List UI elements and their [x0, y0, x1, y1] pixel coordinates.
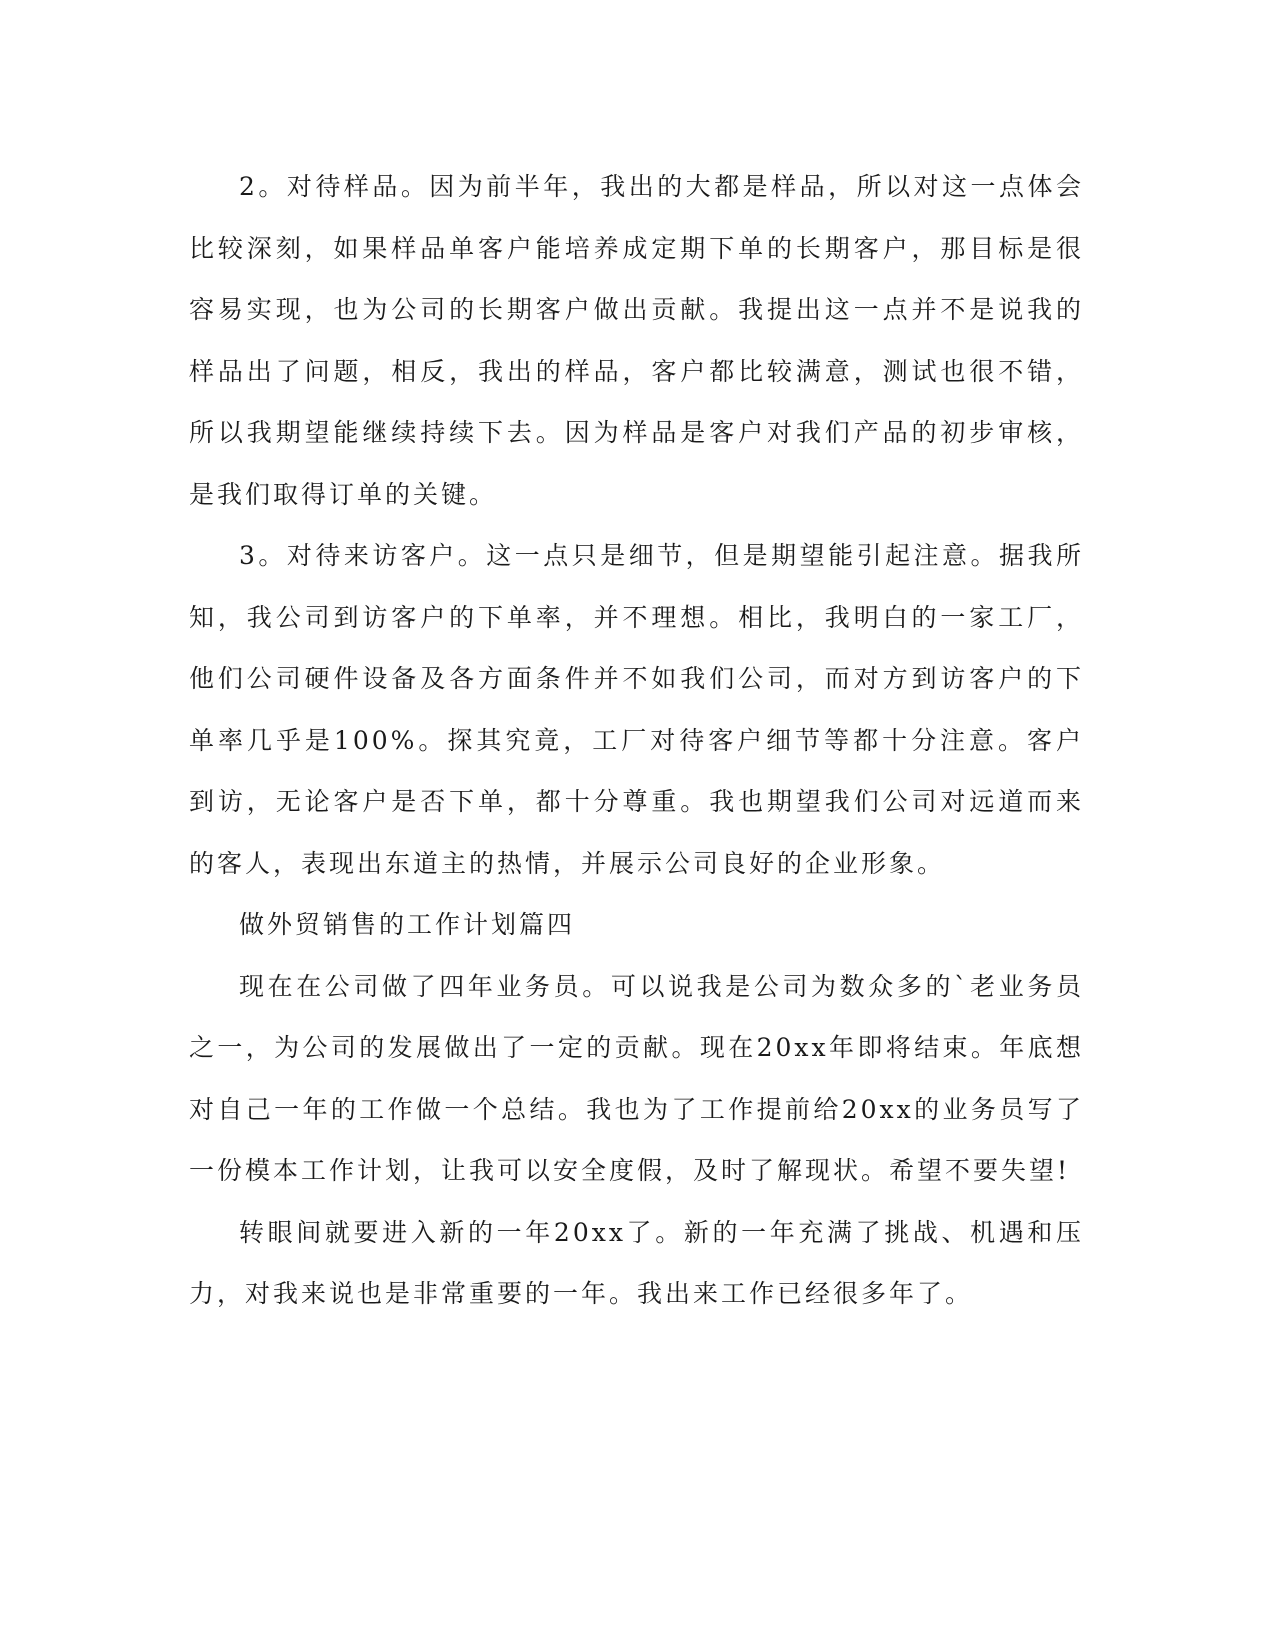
document-body: [189, 156, 1084, 1325]
paragraph-visiting-clients: 3。对待来访客户。这一点只是细节，但是期望能引起注意。据我所知，我公司到访客户的下单率，并不理想。相比，我明白的一家工厂，他们公司硬件设备及各方面条件并不如我们公司，而对方到访客户的下单率几乎是100%。探其究竟，工厂对待客户细节等都十分注意。客户到访，无论客户是否下单，都十分尊重。我也期望我们公司对远道而来的客人，表现出东道主的热情，并展示公司良好的企业形象。: [189, 541, 1084, 878]
section-heading: 做外贸销售的工作计划篇四: [239, 910, 576, 939]
paragraph-sample-handling: 2。对待样品。因为前半年，我出的大都是样品，所以对这一点体会比较深刻，如果样品单客户能培养成定期下单的长期客户，那目标是很容易实现，也为公司的长期客户做出贡献。我提出这一点并不是说我的样品出了问题，相反，我出的样品，客户都比较满意，测试也很不错，所以我期望能继续持续下去。因为样品是客户对我们产品的初步审核，是我们取得订单的关键。: [189, 172, 1084, 509]
paragraph-four-years: 现在在公司做了四年业务员。可以说我是公司为数众多的`老业务员之一，为公司的发展做出了一定的贡献。现在20xx年即将结束。年底想对自己一年的工作做一个总结。我也为了工作提前给20xx的业务员写了一份模本工作计划，让我可以安全度假，及时了解现状。希望不要失望!: [189, 971, 1084, 1185]
paragraph-new-year: 转眼间就要进入新的一年20xx了。新的一年充满了挑战、机遇和压力，对我来说也是非常重要的一年。我出来工作已经很多年了。: [189, 1217, 1084, 1308]
